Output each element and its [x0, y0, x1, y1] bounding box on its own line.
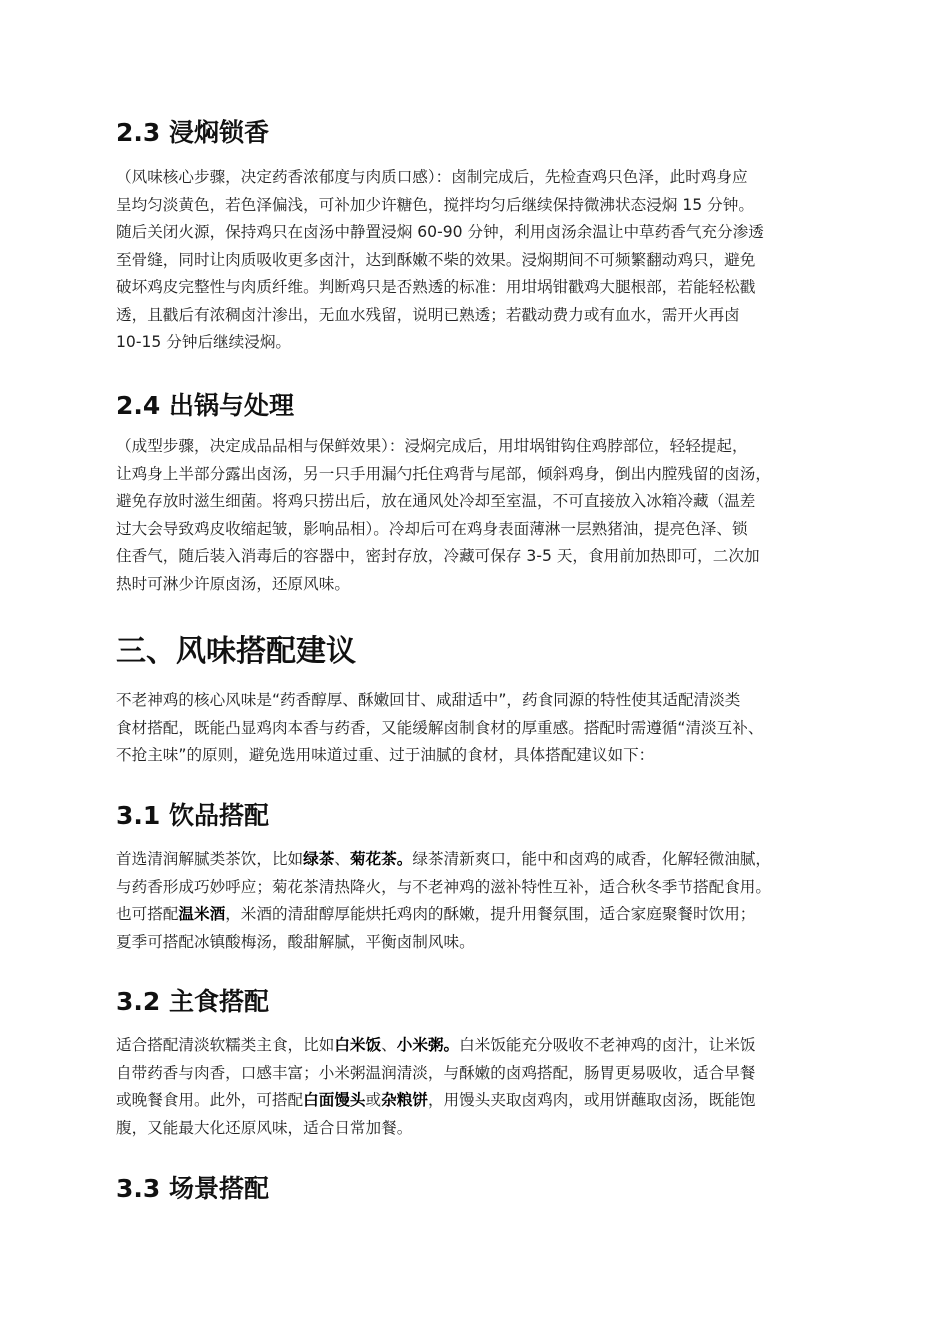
text-line: 避免存放时滋生细菌。将鸡只捞出后，放在通风处冷却至室温，不可直接放入冰箱冷藏（温差 [116, 492, 756, 510]
text-line: 与药香形成巧妙呼应；菊花茶清热降火，与不老神鸡的滋补特性互补，适合秋冬季节搭配食用。 [116, 877, 771, 896]
paragraph-3-1 [116, 846, 838, 956]
text-line: 腹，又能最大化还原风味，适合日常加餐。 [116, 1118, 413, 1137]
text-line: 不抢主味”的原则，避免选用味道过重、过于油腻的食材，具体搭配建议如下： [116, 746, 655, 764]
text-line: 10-15 分钟后继续浸焖。 [116, 333, 292, 351]
text-line: （风味核心步骤，决定药香浓郁度与肉质口感）：卤制完成后，先检查鸡只色泽，此时鸡身应 [116, 168, 748, 186]
text-line: 自带药香与肉香，口感丰富；小米粥温润清淡，与酥嫩的卤鸡搭配，肠胃更易吸收，适合早餐 [116, 1063, 756, 1082]
heading-section-3: 三、风味搭配建议 [116, 634, 356, 669]
text-line: 适合搭配清淡软糯类主食，比如白米饭、小米粥。白米饭能充分吸收不老神鸡的卤汁，让米饭 [116, 1036, 756, 1054]
text-line: 破坏鸡皮完整性与肉质纤维。判断鸡只是否熟透的标准：用坩埚钳戳鸡大腿根部，若能轻松戳 [116, 278, 756, 296]
text-line: 也可搭配温米酒，米酒的清甜醇厚能烘托鸡肉的酥嫩，提升用餐氛围，适合家庭聚餐时饮用； [116, 905, 756, 923]
text-line: 热时可淋少许原卤汤，还原风味。 [116, 574, 350, 593]
text-line: 首选清润解腻类茶饮，比如绿茶、菊花茶。绿茶清新爽口，能中和卤鸡的咸香，化解轻微油腻， [116, 850, 772, 868]
heading-2-4: 2.4 出锅与处理 [116, 391, 294, 420]
bold-term: 菊花茶。 [349, 850, 413, 868]
heading-3-1: 3.1 饮品搭配 [116, 801, 269, 830]
text-line: 不老神鸡的核心风味是“药香醇厚、酥嫩回甘、咸甜适中”，药食同源的特性使其适配清淡类 [116, 691, 741, 709]
bold-term: 小米粥。 [396, 1036, 460, 1054]
heading-2-3: 2.3 浸焖锁香 [116, 118, 269, 147]
text-line: （成型步骤，决定成品品相与保鲜效果）：浸焖完成后，用坩埚钳钩住鸡脖部位，轻轻提起， [116, 437, 748, 455]
heading-3-2: 3.2 主食搭配 [116, 987, 269, 1016]
text-line: 随后关闭火源，保持鸡只在卤汤中静置浸焖 60-90 分钟，利用卤汤余温让中草药香气充分渗透 [116, 223, 764, 241]
text-line: 住香气，随后装入消毒后的容器中，密封存放，冷藏可保存 3-5 天，食用前加热即可，二次加 [116, 547, 760, 565]
text-line: 透，且戳后有浓稠卤汁渗出，无血水残留，说明已熟透；若戳动费力或有血水，需开火再卤 [116, 305, 740, 324]
text-line: 呈均匀淡黄色，若色泽偏浅，可补加少许糖色，搅拌均匀后继续保持微沸状态浸焖 15 分钟。 [116, 195, 754, 214]
paragraph-3-2 [116, 1032, 838, 1142]
bold-term: 白米饭 [334, 1036, 382, 1054]
bold-term: 绿茶 [303, 850, 335, 868]
text-line: 过大会导致鸡皮收缩起皱，影响品相）。冷却后可在鸡身表面薄淋一层熟猪油，提亮色泽、锁 [116, 519, 748, 538]
paragraph-section-3-intro [116, 687, 838, 770]
text-line: 夏季可搭配冰镇酸梅汤，酸甜解腻，平衡卤制风味。 [116, 932, 475, 951]
bold-term: 白面馒头 [303, 1091, 366, 1109]
text-line: 至骨缝，同时让肉质吸收更多卤汁，达到酥嫩不柴的效果。浸焖期间不可频繁翻动鸡只，避免 [116, 250, 756, 269]
paragraph-2-4 [116, 433, 838, 598]
text-line: 食材搭配，既能凸显鸡肉本香与药香，又能缓解卤制食材的厚重感。搭配时需遵循“清淡互补、 [116, 718, 764, 737]
bold-term: 温米酒 [178, 905, 226, 923]
text-line: 或晚餐食用。此外，可搭配白面馒头或杂粮饼，用馒头夹取卤鸡肉，或用饼蘸取卤汤，既能饱 [116, 1091, 756, 1109]
bold-term: 杂粮饼 [381, 1091, 428, 1109]
heading-3-3: 3.3 场景搭配 [116, 1174, 269, 1203]
text-line: 让鸡身上半部分露出卤汤，另一只手用漏勺托住鸡背与尾部，倾斜鸡身，倒出内膛残留的卤汤， [116, 464, 771, 483]
paragraph-2-3 [116, 164, 838, 357]
